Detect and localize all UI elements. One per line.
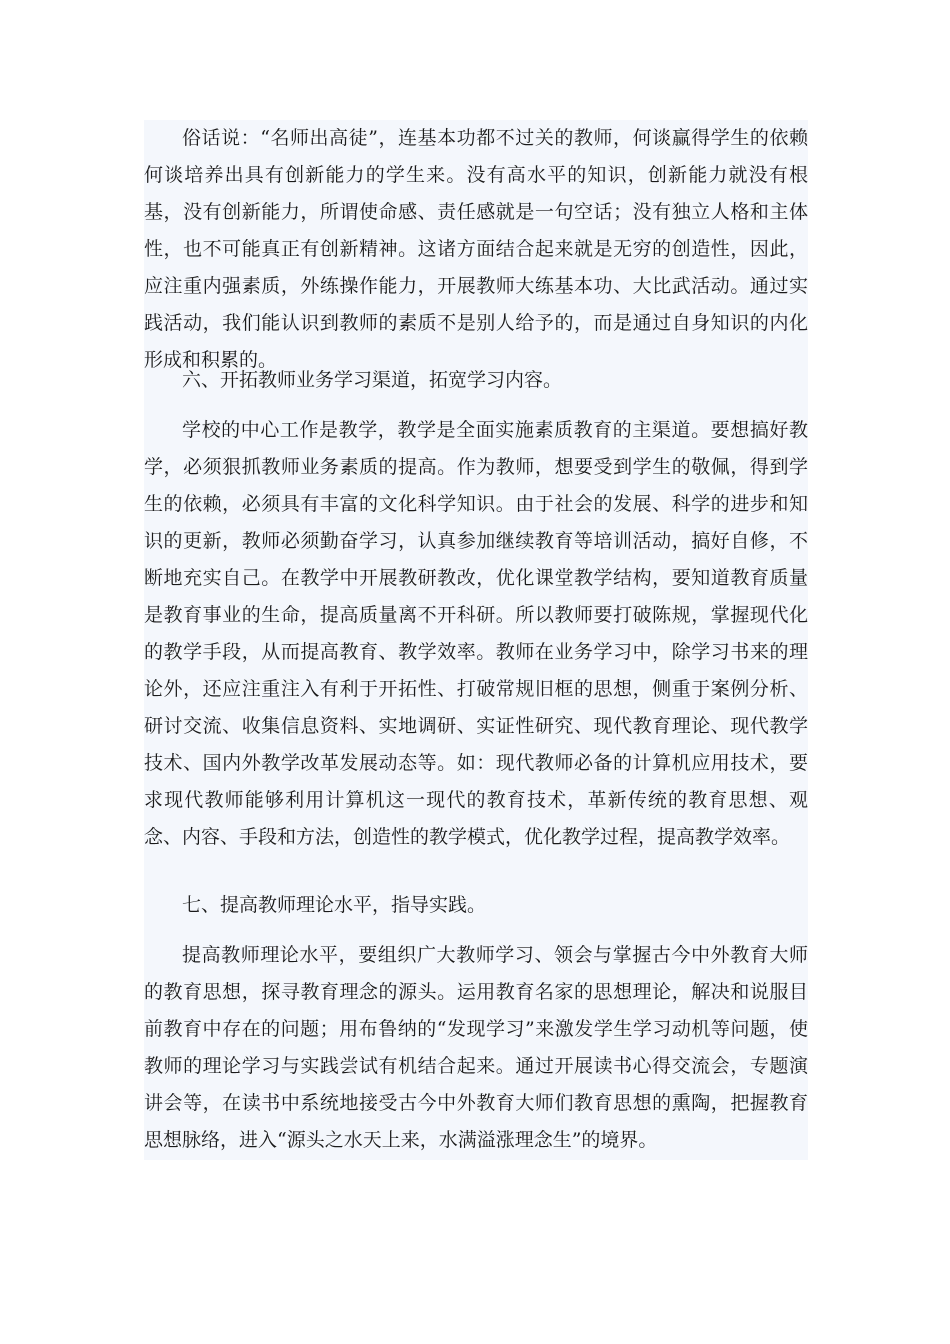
paragraph-3: 提高教师理论水平，要组织广大教师学习、领会与掌握古今中外教育大师的教育思想，探寻教育理念的源头。运用教育名家的思想理论，解决和说服目前教育中存在的问题；用布鲁纳的“发现学习”来激发学生学习动机等问题，使教师的理论学习与实践尝试有机结合起来。通过开展读书心得交流会，专题演讲会等，在读书中系统地接受古今中外教育大师们教育思想的熏陶，把握教育思想脉络，进入“源头之水天上来，水满溢涨理念生”的境界。 [144,944,808,1151]
section-heading-6: 六、开拓教师业务学习渠道，拓宽学习内容。 [182,369,563,391]
section-heading-7: 七、提高教师理论水平，指导实践。 [182,894,487,916]
paragraph-1: 俗话说：“名师出高徒”，连基本功都不过关的教师，何谈赢得学生的依赖何谈培养出具有创新能力的学生来。没有高水平的知识，创新能力就没有根基，没有创新能力，所谓使命感、责任感就是一句空话；没有独立人格和主体性，也不可能真正有创新精神。这诸方面结合起来就是无穷的创造性，因此，应注重内强素质，外练操作能力，开展教师大练基本功、大比武活动。通过实践活动，我们能认识到教师的素质不是别人给予的，而是通过自身知识的内化形成和积累的。 [144,127,808,371]
paragraph-2: 学校的中心工作是教学，教学是全面实施素质教育的主渠道。要想搞好教学，必须狠抓教师业务素质的提高。作为教师，想要受到学生的敬佩，得到学生的依赖，必须具有丰富的文化科学知识。由于社会的发展、科学的进步和知识的更新，教师必须勤奋学习，认真参加继续教育等培训活动，搞好自修，不断地充实自己。在教学中开展教研教改，优化课堂教学结构，要知道教育质量是教育事业的生命，提高质量离不开科研。所以教师要打破陈规，掌握现代化的教学手段，从而提高教育、教学效率。教师在业务学习中，除学习书来的理论外，还应注重注入有利于开拓性、打破常规旧框的思想，侧重于案例分析、研讨交流、收集信息资料、实地调研、实证性研究、现代教育理论、现代教学技术、国内外教学改革发展动态等。如：现代教师必备的计算机应用技术，要求现代教师能够利用计算机这一现代的教育技术，革新传统的教育思想、观念、内容、手段和方法，创造性的教学模式，优化教学过程，提高教学效率。 [144,419,808,848]
text-block [144,120,808,1160]
